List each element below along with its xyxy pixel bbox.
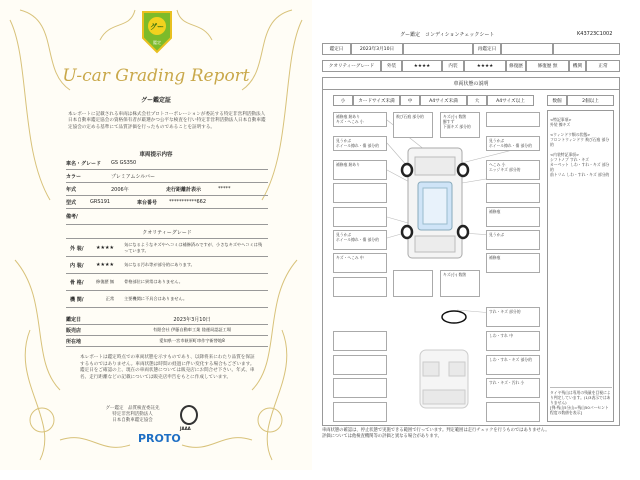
damage-box-left: [333, 331, 387, 351]
vehicle-section-title: 車両提示内容: [139, 152, 173, 158]
damage-box-left: キズ・へこみ 中: [333, 253, 387, 273]
label: 骨 格/: [70, 279, 84, 286]
damage-box-right: 補修痕: [486, 207, 540, 227]
damage-box-left: [333, 183, 387, 203]
label: 所在地: [66, 338, 82, 345]
sheet-id: K43723C1002: [577, 31, 613, 37]
value: 2023年3月10日: [173, 316, 211, 323]
row-address: [66, 336, 268, 347]
script-title: U-car Grading Report: [62, 66, 250, 86]
value: *****: [218, 186, 231, 192]
damage-box-right: 見うかぶ: [486, 230, 540, 250]
quality-row: [66, 257, 268, 274]
proto-logo: PROTO: [138, 432, 181, 445]
issuer-text: グー鑑定 品質検査委託先 特定非営利活動法人 日本自動車鑑定協会: [105, 406, 160, 423]
size-small-label: 小: [333, 95, 353, 106]
value: 愛知県一宮市萩原町串作字新替地8: [159, 338, 225, 343]
damage-box-left: 見うかぶ ホイール擦れ・傷 部分的: [333, 230, 387, 250]
damage-box-right: しわ・すれ・キズ 部分的: [486, 355, 540, 375]
label: 備考/: [66, 214, 78, 220]
value: ***********662: [169, 199, 207, 205]
ext-label: 外装: [381, 60, 402, 72]
comment: 主要機関に不具合はありません。: [124, 296, 188, 301]
repair-label: 修復歴: [506, 60, 526, 72]
row-color: [66, 170, 268, 183]
row-year: [66, 183, 268, 196]
label: 内 装/: [70, 262, 84, 269]
notice-text: 本レポートは鑑定時点での車両状態を示すものであり、以降将来にわたり品質を保証するものではありません。車両状態は時間の経過に伴い変化する場合もございます。鑑定日をご確認の上、現在の車両状態については販売店にお問合せ下さい。年式、車名、走行距離などの記載については販売店申告をもとに作成しています。: [80, 355, 255, 380]
label: カラー: [66, 173, 82, 180]
condition-check-sheet: [315, 0, 640, 480]
goo-kantei-logo: [141, 8, 173, 56]
damage-box-left: [333, 355, 387, 375]
int-label: 内装: [442, 60, 464, 72]
label: 外 装/: [70, 245, 84, 252]
value: 有限会社 伊藤自動車工業 陸運局認証工場: [152, 327, 232, 332]
size-small-desc: カードサイズ未満: [353, 95, 400, 106]
date-label: 鑑定日: [322, 43, 351, 55]
damage-box-right: [486, 402, 540, 422]
quality-row: [66, 240, 268, 257]
damage-box-right: 補修痕: [486, 253, 540, 273]
damage-box-right: [486, 183, 540, 203]
grade-label: クオリティーグレード: [322, 60, 381, 72]
engine-label: 機関: [569, 60, 586, 72]
damage-box-mid: 飛び石痕 部分的: [393, 112, 433, 138]
row-dealer: [66, 325, 268, 336]
damage-box-mid: [393, 270, 433, 297]
comment: 気になるようなキズやヘコミは補修済みですが、小さなキズやヘコミは残っています。: [124, 242, 263, 253]
row-name: [66, 157, 268, 170]
quality-row: [66, 274, 268, 291]
count-label: 数個: [547, 95, 567, 106]
engine-value: 正常: [586, 60, 620, 72]
jaaa-label: JAAA: [180, 426, 191, 431]
damage-box-left: 見うかぶ ホイール擦れ・傷 部分的: [333, 136, 387, 151]
size-large-desc: A4サイズ以上: [487, 95, 534, 106]
size-large-label: 大: [467, 95, 487, 106]
label: 年式: [66, 186, 77, 193]
jaaa-logo-icon: [180, 405, 198, 425]
ext-value: ★★★★: [402, 60, 442, 72]
damage-box-right: 見うかぶ ホイール擦れ・傷 部分的: [486, 136, 540, 151]
footer-note: 車両状態の確認は、停止状態で実施できる範囲で行っています。判定範囲は走行チェックを行うものではありません。 評価については他検査機関等の評価と異なる場合があります。: [322, 428, 550, 439]
label: 車名・グレード: [66, 160, 102, 167]
label: 型式: [66, 199, 77, 206]
sheet-title: グー鑑定 コンディションチェックシート: [400, 32, 495, 38]
comment: 骨格部位に異常はありません。: [124, 279, 183, 284]
value: GS GS350: [111, 160, 137, 166]
comment: 気になる汚れ等が部分的にあります。: [124, 262, 195, 267]
label: クオリティーグレード: [142, 229, 192, 236]
quality-row: [66, 291, 268, 308]
damage-box-left: [333, 402, 387, 422]
damage-box-right: すれ・キズ・汚れ 小: [486, 378, 540, 398]
label: 鑑定日: [66, 316, 82, 323]
value: 2006年: [111, 186, 129, 193]
svg-text:グー: グー: [150, 23, 164, 31]
date-value: 2023年3月10日: [351, 43, 403, 55]
label: 車台番号: [137, 199, 158, 206]
damage-box-mid: キズ(小) 数箇: [440, 270, 480, 297]
damage-box-left: [333, 207, 387, 227]
special-notes: <特記事項> 外装 擦キズ <ウィンドウ類の状態> フロントウィンドウ 飛び石痕 部分的 <内装特記事項> シフトノブ すれ・キズ カーペット しわ・すれ・キズ 部分的 前トリム しわ・すれ・キズ 部分的: [550, 117, 610, 177]
label: 販売店: [66, 327, 82, 334]
grade: 修復歴 無: [96, 279, 115, 284]
grade: 正常: [105, 296, 115, 301]
quality-section-title: [66, 226, 268, 239]
grade: ★★★★: [96, 245, 114, 251]
damage-box-left: [333, 277, 387, 297]
damage-box-right: へこみ 小 エッジキズ 部分的: [486, 160, 540, 180]
grading-certificate: [0, 0, 312, 470]
intro-text: 本レポートに記載される車両は株式会社プロトコーポレーションが委託する特定非営利活動法人日本自動車鑑定協会の資格保有者が厳選かつ公平な検査を行い特定非営利活動法人日本自動車鑑定協会の定める基準にて品質評価を行ったものであることを証明する。: [68, 112, 266, 130]
label: 機 関/: [70, 296, 84, 303]
certificate-title: グー鑑定証: [140, 97, 171, 104]
damage-box-mid: キズ(小) 数箇 膨すず 下面キズ 部分的: [440, 112, 480, 138]
damage-box-right: しわ・すれ 中: [486, 331, 540, 351]
condition-section-title: 車両状態の説明: [322, 77, 620, 90]
reappraisal-label: 再鑑定日: [473, 43, 501, 55]
size-mid-desc: A4サイズ未満: [420, 95, 467, 106]
value: プレミアムシルバー: [111, 173, 155, 180]
damage-box-right: [486, 112, 540, 127]
row-remarks: [66, 209, 268, 225]
notes-panel: [547, 110, 614, 422]
svg-text:鑑定: 鑑定: [153, 40, 161, 45]
damage-box-right: すれ・キズ 部分的: [486, 307, 540, 327]
damage-box-left: [333, 378, 387, 398]
label: 走行距離計表示: [166, 186, 202, 193]
row-date: [66, 314, 268, 325]
int-value: ★★★★: [464, 60, 506, 72]
value: GRS191: [90, 199, 111, 205]
repair-value: 修復歴 無: [526, 60, 569, 72]
steering-wheel-icon: [442, 311, 466, 323]
damage-box-left: 補修痕 跡あり: [333, 160, 387, 180]
count-value: 2個以上: [567, 95, 614, 106]
size-mid-label: 中: [400, 95, 420, 106]
row-model: [66, 196, 268, 209]
damage-box-left: 補修痕 跡あり キズ・へこみ 小: [333, 112, 387, 127]
tire-note: タイヤ残山は専用の残量を目視により判定しています。(1/3表示ではありません) [例:残山5分山=残山50パーセント程度の数値を表示]: [550, 387, 612, 415]
grade: ★★★★: [96, 262, 114, 268]
